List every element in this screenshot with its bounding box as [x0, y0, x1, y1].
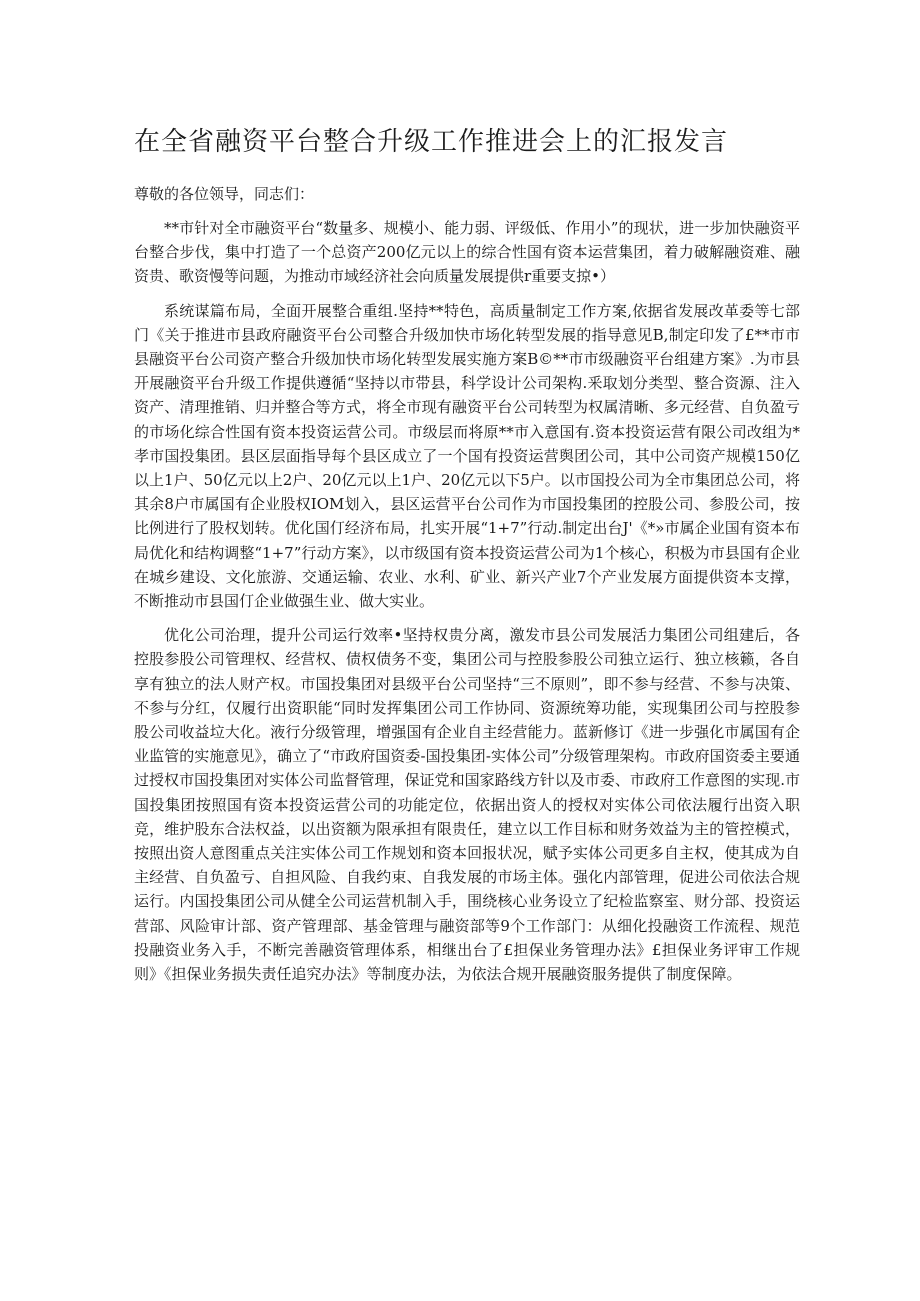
- document-title: 在全省融资平台整合升级工作推进会上的汇报发言: [134, 127, 729, 157]
- paragraph-intro: **市针对全市融资平台“数量多、规模小、能力弱、评级低、作用小”的现状，进一步加快融资平台整合步伐，集中打造了一个总资产200亿元以上的综合性国有资本运营集团，着力破解融资难、融资贵、歌资慢等问题，为推动市域经济社会向质量发展提供r重要支掠•）: [134, 219, 800, 286]
- salutation: 尊敬的各位领导，同志们：: [134, 185, 315, 203]
- paragraph-governance: 优化公司治理，提升公司运行效率•坚持权贵分离，激发市县公司发展活力集团公司组建后，各控股参股公司管理权、经营权、债权债务不变，集团公司与控股参股公司独立运行、独立核籁，各自享有独立的法人财产权。市国投集团对县级平台公司坚持“三不原则”，即不参与经营、不参与决策、不参与分红，仅履行出资职能“同时发挥集团公司工作协同、资源统筹功能，实现集团公司与控股参股公司收益垃大化。液行分级管理，增强国有企业自主经营能力。蓝新修订《进一步强化市属国有企业监管的实施意见》，确立了“市政府国资委-国投集团-实体公司”分级管理架构。市政府国资委主要通过授权市国投集团对实体公司监督管理，保证党和国家路线方针以及市委、市政府工作意图的实现.市国投集团按照国有资本投资运营公司的功能定位，依据出资人的授权对实体公司依法履行出资入职竞，维护股东合法权益，以出资额为限承担有限贵任，建立以工作目标和财务效益为主的管控模式，按照出资人意图重点关注实体公司工作规划和资本回报状况，赋予实体公司更多自主权，使其成为自主经营、自负盈亏、自担风险、自我约束、自我发展的市场主体。强化内部管理，促进公司依法合规运行。内国投集团公司从健全公司运营机制入手，围绕核心业务设立了纪检监察室、财分部、投资运营部、风险审计部、资产管理部、基金管理与融资部等9个工作部门：从细化投融资工作流程、规范投融资业务入手，不断完善融资管理体系，相继出台了£担保业务管理办法》£担保业务评审工作规则》《担保业务损失责任追究办法》等制度办法，为依法合规开展融资服务提供了制度保障。: [134, 626, 800, 984]
- document-body: [134, 180, 800, 996]
- paragraph-restructuring: 系统谋篇布局，全面开展整合重组.坚持**特色，高质量制定工作方案,依据省发展改革委等七部门《关于推进市县政府融资平台公司整合升级加快市场化转型发展的指导意见B,制定印发了£**市市县融资平台公司资产整合升级加快市场化转型发展实施方案B©**市市级融资平台组建方案》.为市县开展融资平台升级工作提供遵循“坚持以市带县，科学设计公司架构.釆取划分类型、整合资源、注入资产、清理推销、归并整合等方式，将全市现有融资平台公司转型为权属清晰、多元经营、自负盈亏的市场化综合性国有资本投资运营公司。市级层而将原**市入意国有.资本投资运营有限公司改组为*孝市国投集团。县区层面指导每个县区成立了一个国有投资运营舆团公司，其中公司资产规模150亿以上1户、50亿元以上2户、20亿元以上1户、20亿元以下5户。以市国投公司为全市集团总公司，将其余8户市属国有企业股权IOM划入，县区运营平台公司作为市国投集团的控股公司、参股公司，按比例进行了股权划转。优化国仃经济布局，扎实开展“1+7”行动.制定出台J'《*»市属企业国有资本布局优化和结构调整“1+7”行动方案》，以市级国有资本投资运营公司为1个核心，积极为市县国有企业在城乡建设、文化旅游、交通运输、农业、水利、矿业、新兴产业7个产业发展方面提供资本支撑，不断推动市县国仃企业做强生业、做大实业。: [134, 301, 800, 611]
